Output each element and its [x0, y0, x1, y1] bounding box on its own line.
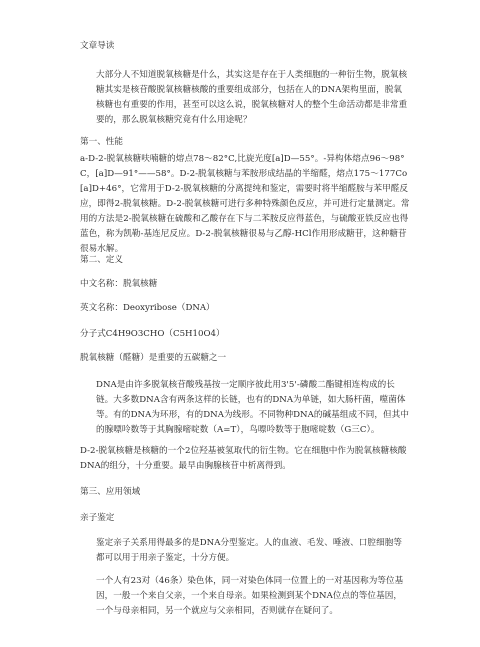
intro-paragraph: [80, 68, 410, 128]
pentose-note: 脱氧核糖（醛糖）是重要的五碳糖之一: [80, 353, 227, 363]
paternity-paragraph: [80, 536, 410, 566]
derivative-text: D-2-脱氧核糖是核糖的一个2位羟基被氢取代的衍生物。它在细胞中作为脱氧核糖核酸DNA的组分，十分重要。最早由胸腺核苷中析离得到。: [80, 446, 407, 471]
section1-paragraph: [80, 152, 410, 257]
derivative-paragraph: [80, 444, 410, 474]
chinese-name: 中文名称：脱氧核糖: [80, 279, 158, 289]
section1-heading: 第一、性能: [80, 137, 123, 147]
section2-heading: 第二、定义: [80, 255, 123, 265]
chromosome-paragraph: [80, 574, 410, 619]
section1-text: a-D-2-脱氧核糖呋喃糖的熔点78〜82°C,比旋光度[a]D—55°。-异构体熔点96〜98°C，[a]D—91°——58°。D-2-脱氧核糖与苯胺形成结晶的半缩醛，熔点175〜177Co[a]D+46°，它常用于D-2-脱氧核糖的分离提纯和鉴定，需要时将半缩醛胺与苯甲醛反应，即得2-脱氧核糖。D-2-脱氧核糖可进行多种特殊颜色反应，并可进行定量测定。常用的方法是2-脱氧核糖在硫酸和乙酸存在下与二苯胺反应得蓝色，与硫酸亚铁反应也得蓝色，称为凯勒-基连尼反应。D-2-脱氧核糖很易与乙醇-HCl作用形成糖苷，这种糖苷很易水解。: [80, 154, 410, 254]
dna-text: DNA是由许多脱氧核苷酸残基按一定顺序彼此用3'5'-磷酸二酯键相连构成的长链。大多数DNA含有两条这样的长链，也有的DNA为单链，如大肠杆菌，噬菌体等。有的DNA为环形，有的DNA为线形。不同物种DNA的碱基组成不同，但其中的腺嘌呤数等于其胸腺嘧啶数（A=T），鸟嘌呤数等于胞嘧啶数（G三C）。: [96, 380, 409, 435]
english-name: 英文名称：Deoxyribose（DNA）: [80, 303, 215, 313]
molecular-formula: 分子式C4H9O3CHO（C5H10O4）: [80, 329, 225, 339]
chromosome-text: 一个人有23对（46条）染色体，同一对染色体同一位置上的一对基因称为等位基因，一般一个来自父亲，一个来自母亲。如果检测到某个DNA位点的等位基因，一个与母亲相同，另一个就应与父亲相同，否则就存在疑问了。: [96, 576, 404, 616]
section3-heading: 第三、应用领域: [80, 487, 141, 497]
paternity-subheading: 亲子鉴定: [80, 513, 115, 523]
dna-paragraph: [80, 378, 410, 438]
article-title: 文章导读: [80, 41, 115, 51]
intro-text: 大部分人不知道脱氧核糖是什么，其实这是存在于人类细胞的一种衍生物，脱氧核糖其实是核苷酸脱氧核糖核酸的重要组成部分，包括在人的DNA架构里面，脱氧核糖也有重要的作用，甚至可以这么说，脱氧核糖对人的整个生命活动都是非常重要的，那么脱氧核糖究竟有什么用途呢？: [96, 70, 408, 125]
paternity-text: 鉴定亲子关系用得最多的是DNA分型鉴定。人的血液、毛发、唾液、口腔细胞等都可以用于用亲子鉴定，十分方便。: [96, 538, 403, 563]
